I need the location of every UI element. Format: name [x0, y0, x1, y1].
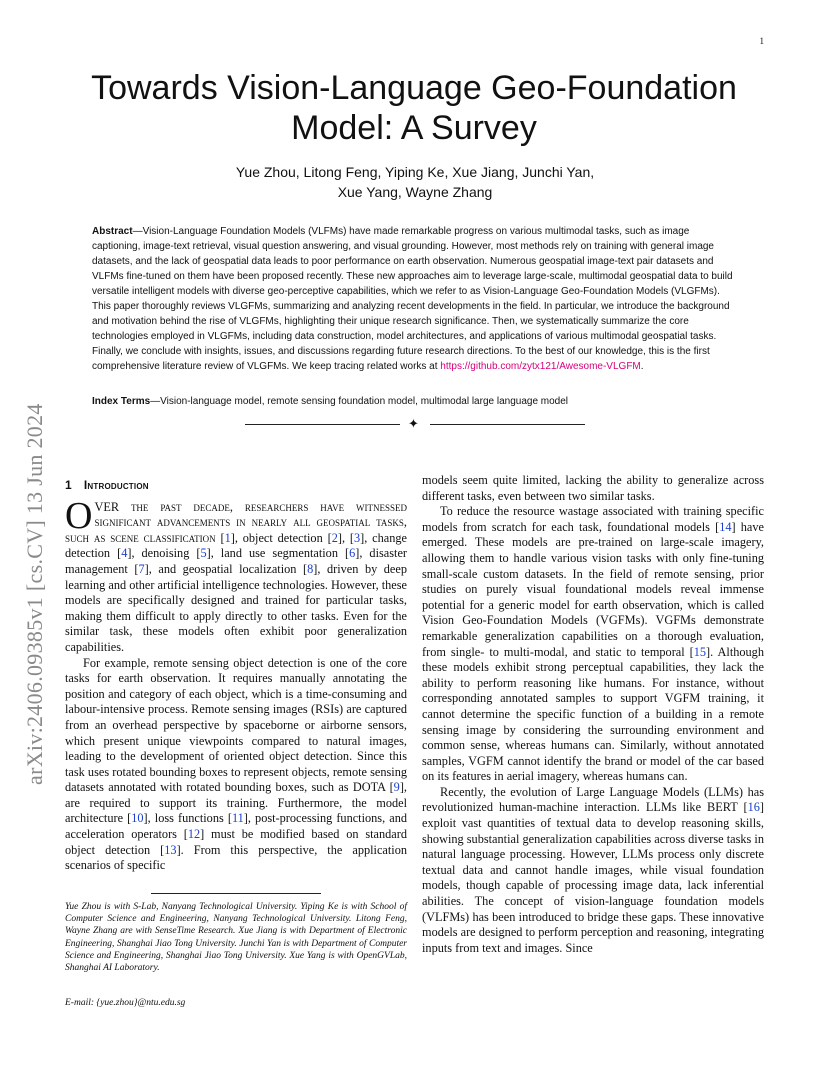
section-divider [245, 416, 585, 432]
citation-link[interactable]: 15 [693, 644, 707, 659]
citation-link[interactable]: 5 [200, 546, 207, 561]
right-column [422, 473, 764, 956]
drop-cap: O [65, 494, 93, 537]
citation-link[interactable]: 8 [307, 561, 314, 576]
left-column [65, 478, 407, 874]
divider-line-right [430, 424, 585, 425]
citation-link[interactable]: 7 [138, 561, 145, 576]
arxiv-identifier-stamp: arXiv:2406.09385v1 [cs.CV] 13 Jun 2024 [22, 403, 47, 785]
citation-link[interactable]: 13 [164, 842, 177, 857]
citation-link[interactable]: 1 [224, 530, 231, 545]
author-list [180, 162, 650, 202]
citation-link[interactable]: 4 [121, 546, 128, 561]
abstract-text: —Vision-Language Foundation Models (VLFMs) have made remarkable progress on various multimodal tasks, such as image captioning, image-text retrieval, visual question answering, and visual grounding. However, most methods rely on training with general image datasets, and the lack of geospatial data leads to poor performance on earth observation. Numerous geospatial image-text pair datasets and VLFMs fine-tuned on them have been proposed recently. These new approaches aim to leverage large-scale, multimodal geospatial data to build versatile intelligent models with diverse geo-perceptive capabilities, which we refer to as Vision-Language Geo-Foundation Models (VLGFMs). This paper thoroughly reviews VLGFMs, summarizing and analyzing recent developments in the field. In particular, we introduce the background and motivation behind the rise of VLGFMs, highlighting their unique research significance. Then, we systematically summarize the core technologies employed in VLGFMs, including data construction, model architectures, and applications of various multimodal geospatial tasks. Finally, we conclude with insights, issues, and discussions regarding future research directions. To the best of our knowledge, this is the first comprehensive literature review of VLGFMs. We keep tracing related works at [92, 226, 733, 372]
abstract [92, 224, 740, 374]
citation-link[interactable]: 12 [187, 827, 201, 842]
section-number: 1 [65, 478, 72, 492]
citation-link[interactable]: 2 [331, 530, 338, 545]
affiliation-footnote: Yue Zhou is with S-Lab, Nanyang Technological University. Yiping Ke is with School of Computer Science and Engineering, Nanyang Technological University. Litong Feng, Wayne Zhang are with SenseTime Research. Xue Jiang is with Department of Electronic Engineering, Shanghai Jiao Tong University. Junchi Yan is with Department of Computer Science and Engineering, Shanghai Jiao Tong University. Xue Yang is with OpenGVLab, Shanghai AI Laboratory. [65, 902, 407, 974]
citation-link[interactable]: 6 [349, 546, 356, 561]
citation-link[interactable]: 14 [719, 519, 732, 534]
author-line-2: Xue Yang, Wayne Zhang [337, 184, 493, 200]
intro-paragraph-5: Recently, the evolution of Large Language Models (LLMs) has revolutionized human-machine interaction. LLMs like BERT [16] exploit vast quantities of textual data to develop reasoning skills, showing substantial generalization capabilities across diverse tasks in natural language processing. However, LLMs process only discrete textual data and cannot handle images, while visual foundation models, though capable of processing image data, lack inferential abilities. The concept of vision-language foundation models (VLFMs) has been introduced to bridge these gaps. These innovative models are designed to perform perception and reasoning, integrating inputs from text and images. Since [422, 784, 764, 955]
divider-star-icon: ✦ [408, 416, 419, 431]
paper-title: Towards Vision-Language Geo-Foundation Model: A Survey [91, 69, 737, 147]
citation-link[interactable]: 10 [131, 811, 144, 826]
page-number: 1 [759, 36, 764, 46]
intro-paragraph-4: To reduce the resource wastage associated with training specific models from scratch for each task, foundational models [14] have emerged. These models are pre-trained on large-scale imagery, allowing them to handle various vision tasks with only fine-tuning small-scale custom datasets. In the field of remote sensing, prior studies on purely visual foundational models reveal immense potential for a generic model for earth observation, which is called Vision Geo-Foundation Models (VGFMs). VGFMs demonstrate remarkable generalization capabilities on a thorough evaluation, from single- to multi-modal, and static to temporal [15]. Although these models exhibit strong perceptual capabilities, they lack the ability to perform reasoning like humans. For instance, without corresponding annotated samples to support VGFM training, it cannot determine the specific function of a building in a remote sensing image by considering the surrounding environment and common sense, whereas humans can. Similarly, without annotated samples, VGFM cannot identify the brand or model of the car based on its features in aerial imagery, whereas humans can. [422, 504, 764, 784]
citation-link[interactable]: 3 [353, 530, 361, 545]
abstract-label: Abstract [92, 226, 133, 237]
index-terms-label: Index Terms [92, 396, 151, 407]
abstract-end: . [640, 361, 644, 372]
divider-line-left [245, 424, 400, 425]
intro-paragraph-1: OVER the past decade, researchers have witnessed significant advancements in nearly all geospatial tasks, such as scene classification [1], object detection [2], [3], change detection [4], denoising [5], land use segmentation [6], disaster management [7], and geospatial localization [8], driven by deep learning and other artificial intelligence technologies. However, these models are specifically designed and trained for particular tasks, making them difficult to apply directly to other tasks. Even for the similar task, these models often exhibit poor generalization capabilities. [65, 494, 408, 654]
intro-paragraph-2: For example, remote sensing object detection is one of the core tasks for earth observation. It requires manually annotating the position and category of each object, which is a time-consuming and labour-intensive process. Remote sensing images (RSIs) are captured from an overhead perspective by spaceborne or airborne sensors, which present unique viewpoints compared to natural images, leading to the development of oriented object detection. Since this task uses rotated bounding boxes to represent objects, remote sensing datasets annotated with rotated bounding boxes, such as DOTA [9], are required to support its training. Furthermore, the model architecture [10], loss functions [11], post-processing functions, and acceleration operators [12] must be modified based on standard object detection [13]. From this perspective, the application scenarios of specific [65, 655, 408, 873]
section-title: Introduction [83, 478, 149, 492]
section-heading [65, 478, 407, 494]
intro-paragraph-3: models seem quite limited, lacking the ability to generalize across different tasks, even between two similar tasks. [422, 473, 764, 503]
citation-link[interactable]: 11 [231, 811, 244, 826]
author-line-1: Yue Zhou, Litong Feng, Yiping Ke, Xue Jiang, Junchi Yan, [235, 164, 595, 180]
citation-link[interactable]: 16 [747, 800, 760, 815]
citation-link[interactable]: 9 [393, 780, 400, 795]
footnote-rule [151, 893, 321, 894]
repository-link[interactable]: https://github.com/zytx121/Awesome-VLGFM [440, 361, 641, 372]
contact-email: E-mail: {yue.zhou}@ntu.edu.sg [65, 998, 186, 1008]
index-terms [92, 394, 740, 409]
index-terms-text: —Vision-language model, remote sensing foundation model, multimodal large language model [150, 396, 569, 407]
